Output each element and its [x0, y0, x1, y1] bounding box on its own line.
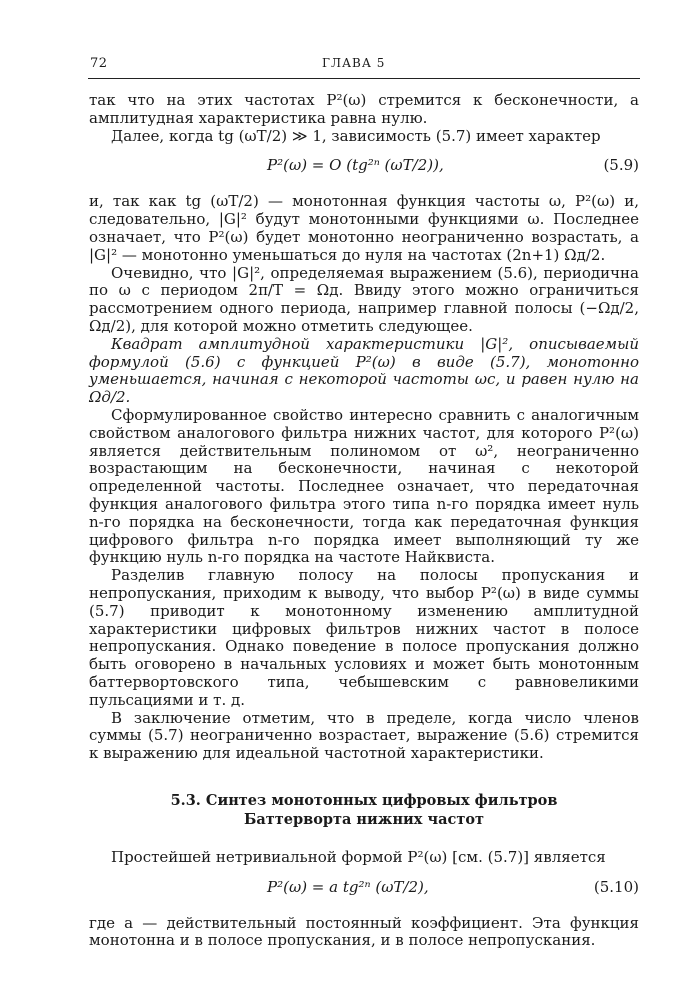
section-title-line-2: Баттерворта нижних частот	[244, 810, 484, 828]
page-number: 72	[90, 56, 108, 71]
equation-5-10-number: (5.10)	[593, 877, 639, 896]
equation-5-9-number: (5.9)	[603, 156, 639, 175]
section-title-line-1: 5.3. Синтез монотонных цифровых фильтров	[170, 791, 558, 809]
chapter-title: ГЛАВА 5	[322, 56, 386, 70]
equation-5-9-expression: P²(ω) = O (tg²ⁿ (ωT/2)),	[267, 156, 444, 175]
paragraph-5-statement: Квадрат амплитудной характеристики |G|², описываемый формулой (5.6) с функцией P²(ω) в виде (5.7), монотонно уменьшается, начиная с некоторой частоты ωc, и равен нулю на Ωд/2.	[89, 334, 639, 407]
paragraph-1: так что на этих частотах P²(ω) стремится к бесконечности, а амплитудная характеристика равна нулю.	[89, 91, 639, 127]
paragraph-10: где a — действительный постоянный коэффициент. Эта функция монотонна и в полосе пропускания, и в полосе непропускания.	[89, 913, 639, 950]
page-body	[89, 92, 639, 950]
paragraph-2: Далее, когда tg (ωT/2) ≫ 1, зависимость (5.7) имеет характер	[111, 126, 601, 145]
paragraph-3: и, так как tg (ωT/2) — монотонная функция частоты ω, P²(ω) и, следовательно, |G|² будут монотонными функциями ω. Последнее означает, что P²(ω) будет монотонно неограниченно возрастать, а |G|² — монотонно уменьшаться до нуля на частотах (2n+1) Ωд/2.	[89, 192, 639, 264]
page-header	[90, 56, 640, 76]
paragraph-6: Сформулированное свойство интересно сравнить с аналогичным свойством аналогового фильтра нижних частот, для которого P²(ω) является действительным полиномом от ω², неограниченно возрастающим на бесконечности, начиная с некоторой определенной частоты. Последнее означает, что передаточная функция аналогового фильтра этого типа n-го порядка имеет нуль n-го порядка на бесконечности, тогда как передаточная функция цифрового фильтра n-го порядка имеет выполняющий ту же функцию нуль n-го порядка на частоте Найквиста.	[89, 405, 639, 567]
equation-5-10-expression: P²(ω) = a tg²ⁿ (ωT/2),	[267, 877, 429, 896]
paragraph-7: Разделив главную полосу на полосы пропускания и непропускания, приходим к выводу, что выбор P²(ω) в виде суммы (5.7) приводит к монотонному изменению амплитудной характеристики цифровых фильтров нижних частот в полосе непропускания. Однако поведение в полосе пропускания должно быть оговорено в начальных условиях и может быть монотонным баттервортовского типа, чебышевским с равновеликими пульсациями и т. д.	[89, 566, 639, 709]
paragraph-9: Простейшей нетривиальной формой P²(ω) [см. (5.7)] является	[111, 847, 606, 866]
paragraph-8: В заключение отметим, что в пределе, когда число членов суммы (5.7) неограниченно возрастает, выражение (5.6) стремится к выражению для идеальной частотной характеристики.	[89, 708, 639, 763]
paragraph-4: Очевидно, что |G|², определяемая выражением (5.6), периодична по ω с периодом 2π/T = Ωд. Ввиду этого можно ограничиться рассмотрением одного периода, например главной полосы (−Ωд/2, Ωд/2), для которой можно отметить следующее.	[89, 263, 639, 335]
equation-5-9	[89, 147, 639, 191]
header-rule	[88, 78, 640, 79]
section-title	[89, 791, 639, 829]
equation-5-10	[89, 869, 639, 913]
